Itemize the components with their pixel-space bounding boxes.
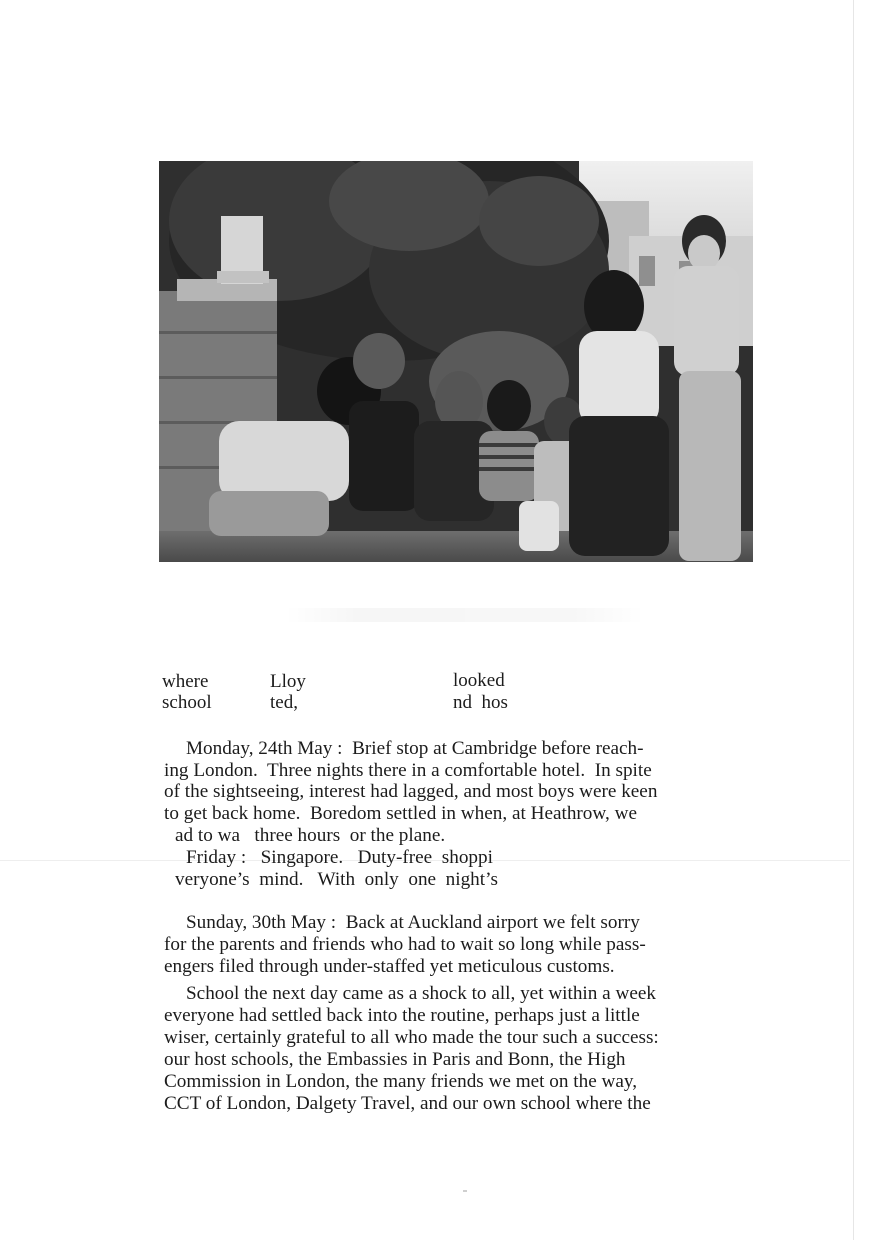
faint-caption	[285, 608, 645, 622]
friday-line-2: veryone’s mind. With only one night’s	[175, 869, 498, 890]
group-photo	[159, 161, 753, 562]
sunday-line-1: Sunday, 30th May : Back at Auckland airport we felt sorry	[186, 912, 640, 933]
school-line-1: School the next day came as a shock to all, yet within a week	[186, 983, 656, 1004]
school-line-3: wiser, certainly grateful to all who made the tour such a success:	[164, 1027, 659, 1048]
monday-line-1: Monday, 24th May : Brief stop at Cambridge before reach-	[186, 738, 644, 759]
school-line-5: Commission in London, the many friends we met on the way,	[164, 1071, 638, 1092]
school-line-2: everyone had settled back into the routine, perhaps just a little	[164, 1005, 640, 1026]
sunday-line-2: for the parents and friends who had to wait so long while pass-	[164, 934, 646, 955]
school-line-4: our host schools, the Embassies in Paris and Bonn, the High	[164, 1049, 626, 1070]
group-photo-illustration	[159, 161, 753, 562]
fragment-ted: ted,	[270, 692, 298, 713]
monday-line-2: ing London. Three nights there in a comfortable hotel. In spite	[164, 760, 652, 781]
paper-speck	[463, 1190, 467, 1192]
fragment-looked: looked	[453, 670, 505, 691]
sunday-line-3: engers filed through under-staffed yet meticulous customs.	[164, 956, 615, 977]
friday-line-1: Friday : Singapore. Duty-free shoppi	[186, 847, 493, 868]
fragment-school: school	[162, 692, 212, 713]
fragment-lloy: Lloy	[270, 671, 306, 692]
fragment-where: where	[162, 671, 209, 692]
fragment-nd-hos: nd hos	[453, 692, 508, 713]
monday-line-3: of the sightseeing, interest had lagged, and most boys were keen	[164, 781, 658, 802]
page-edge	[853, 0, 854, 1240]
monday-line-4: to get back home. Boredom settled in when, at Heathrow, we	[164, 803, 637, 824]
school-line-6: CCT of London, Dalgety Travel, and our own school where the	[164, 1093, 651, 1114]
monday-line-5-partial: ad to wa three hours or the plane.	[175, 825, 446, 846]
